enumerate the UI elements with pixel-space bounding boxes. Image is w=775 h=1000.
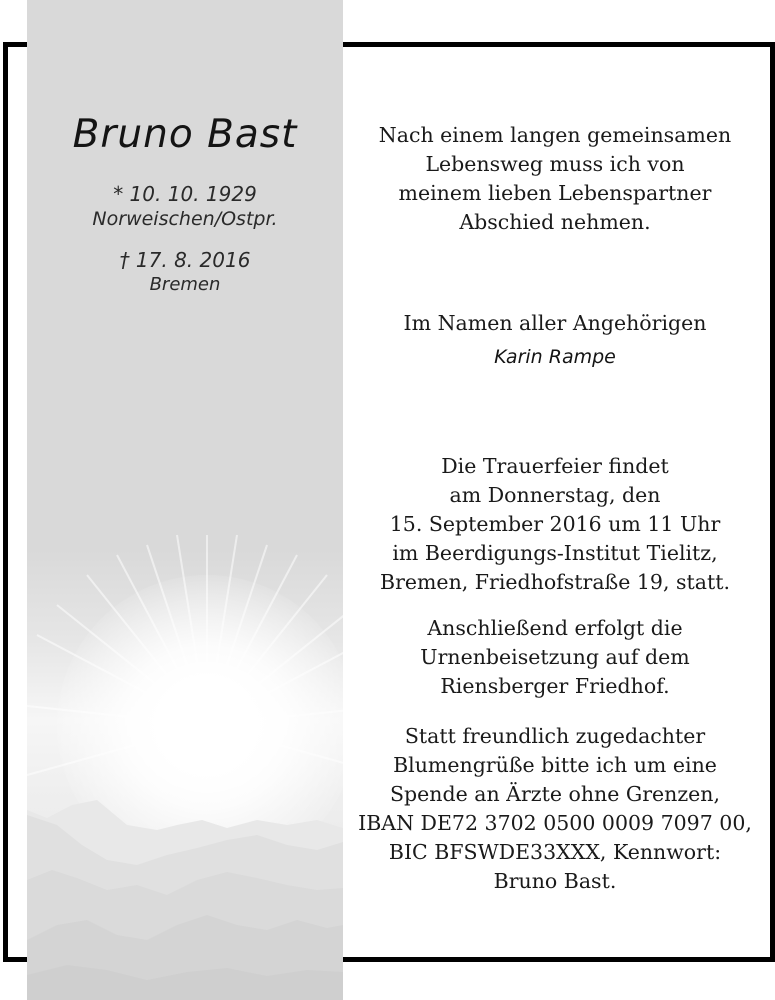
urn-line: Riensberger Friedhof. [440, 674, 670, 698]
donation-paragraph [350, 722, 760, 896]
signer-name: Karin Rampe [494, 346, 616, 368]
death-place: Bremen [149, 274, 221, 295]
service-line: 15. September 2016 um 11 Uhr [389, 512, 721, 536]
donation-line: IBAN DE72 3702 0500 0009 7097 00, [358, 811, 752, 835]
birth-date: * 10. 10. 1929 [113, 182, 257, 206]
intro-paragraph [350, 121, 760, 237]
death-date: † 17. 8. 2016 [119, 248, 251, 272]
service-line: im Beerdigungs-Institut Tielitz, [392, 541, 718, 565]
intro-line: Nach einem langen gemeinsamen [378, 123, 732, 147]
mountains-illustration [27, 800, 343, 1000]
donation-line: BIC BFSWDE33XXX, Kennwort: [388, 840, 722, 864]
urn-burial-paragraph [350, 614, 760, 701]
intro-line: Abschied nehmen. [459, 210, 651, 234]
donation-line: Spende an Ärzte ohne Grenzen, [389, 782, 721, 806]
urn-line: Urnenbeisetzung auf dem [420, 645, 690, 669]
service-line: am Donnerstag, den [449, 483, 661, 507]
service-line: Bremen, Friedhofstraße 19, statt. [380, 570, 730, 594]
donation-line: Bruno Bast. [493, 869, 617, 893]
donation-line: Blumengrüße bitte ich um eine [393, 753, 717, 777]
intro-line: meinem lieben Lebenspartner [398, 181, 712, 205]
service-paragraph [350, 452, 760, 597]
service-line: Die Trauerfeier findet [441, 454, 669, 478]
intro-line: Lebensweg muss ich von [425, 152, 685, 176]
signoff-text: Im Namen aller Angehörigen [403, 311, 707, 335]
deceased-name: Bruno Bast [72, 112, 298, 157]
urn-line: Anschließend erfolgt die [427, 616, 683, 640]
birth-place: Norweischen/Ostpr. [92, 208, 278, 230]
donation-line: Statt freundlich zugedachter [404, 724, 706, 748]
